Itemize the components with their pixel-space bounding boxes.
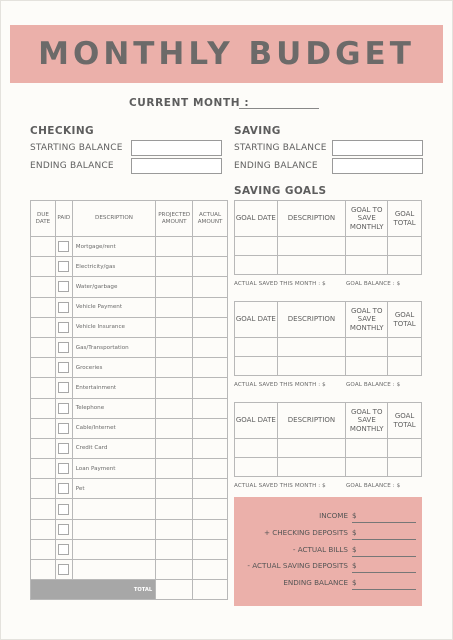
actual-amount-cell[interactable] <box>193 398 228 418</box>
projected-amount-cell[interactable] <box>156 378 193 398</box>
due-date-cell[interactable] <box>31 499 56 519</box>
table-row <box>31 237 228 257</box>
page-title: MONTHLY BUDGET <box>38 36 415 72</box>
due-date-cell[interactable] <box>31 277 56 297</box>
header-description: DESCRIPTION <box>72 201 155 237</box>
projected-amount-cell[interactable] <box>156 257 193 277</box>
table-row <box>31 378 228 398</box>
actual-amount-cell[interactable] <box>193 519 228 539</box>
description-cell <box>72 519 155 539</box>
actual-amount-cell[interactable] <box>193 358 228 378</box>
current-month-label: CURRENT MONTH : <box>129 97 250 109</box>
paid-cell <box>55 257 72 277</box>
projected-amount-cell[interactable] <box>156 519 193 539</box>
goal-row <box>235 237 422 256</box>
saving-goal-table <box>234 402 422 477</box>
table-row <box>31 560 228 580</box>
actual-amount-cell[interactable] <box>193 317 228 337</box>
table-row <box>31 297 228 317</box>
paid-checkbox[interactable] <box>58 241 69 252</box>
description-cell: Entertainment <box>72 378 155 398</box>
summary-label: - ACTUAL SAVING DEPOSITS <box>247 561 348 571</box>
table-row <box>31 459 228 479</box>
actual-saved-label: ACTUAL SAVED THIS MONTH : $ <box>234 483 326 489</box>
goal-cell[interactable] <box>235 357 278 376</box>
goal-cell[interactable] <box>235 458 278 477</box>
description-cell: Cable/Internet <box>72 418 155 438</box>
paid-cell <box>55 539 72 559</box>
summary-box <box>234 497 422 606</box>
actual-amount-cell[interactable] <box>193 418 228 438</box>
header-goal-total: GOAL TOTAL <box>388 201 422 237</box>
projected-amount-cell[interactable] <box>156 459 193 479</box>
goal-cell[interactable] <box>235 237 278 256</box>
header-description: DESCRIPTION <box>277 302 346 338</box>
goal-row <box>235 357 422 376</box>
summary-currency: $ <box>352 561 357 571</box>
goal-balance-label: GOAL BALANCE : $ <box>346 281 401 287</box>
description-cell: Mortgage/rent <box>72 237 155 257</box>
total-label: TOTAL <box>31 580 156 600</box>
due-date-cell[interactable] <box>31 438 56 458</box>
goal-cell[interactable] <box>235 256 278 275</box>
description-cell: Gas/Transportation <box>72 337 155 357</box>
goal-cell[interactable] <box>346 338 388 357</box>
paid-cell <box>55 358 72 378</box>
description-cell: Loan Payment <box>72 459 155 479</box>
paid-cell <box>55 479 72 499</box>
current-month-input[interactable] <box>239 108 319 109</box>
summary-currency: $ <box>352 578 357 588</box>
header-goal-to-save-monthly: GOAL TO SAVE MONTHLY <box>346 403 388 439</box>
checking-starting-label: STARTING BALANCE <box>30 143 123 153</box>
due-date-cell[interactable] <box>31 418 56 438</box>
paid-cell <box>55 317 72 337</box>
goal-balance-label: GOAL BALANCE : $ <box>346 382 401 388</box>
projected-amount-cell[interactable] <box>156 277 193 297</box>
due-date-cell[interactable] <box>31 459 56 479</box>
due-date-cell[interactable] <box>31 257 56 277</box>
paid-cell <box>55 560 72 580</box>
header-actual-amount: ACTUAL AMOUNT <box>193 201 228 237</box>
goal-cell[interactable] <box>277 256 346 275</box>
projected-amount-cell[interactable] <box>156 418 193 438</box>
description-cell: Pet <box>72 479 155 499</box>
paid-checkbox[interactable] <box>58 322 69 333</box>
paid-checkbox[interactable] <box>58 463 69 474</box>
projected-amount-cell[interactable] <box>156 438 193 458</box>
actual-amount-cell[interactable] <box>193 438 228 458</box>
goal-cell[interactable] <box>388 237 422 256</box>
header-paid: PAID <box>55 201 72 237</box>
goal-row <box>235 338 422 357</box>
due-date-cell[interactable] <box>31 237 56 257</box>
goal-cell[interactable] <box>346 237 388 256</box>
summary-row <box>234 578 422 590</box>
projected-amount-cell[interactable] <box>156 317 193 337</box>
goal-cell[interactable] <box>346 458 388 477</box>
summary-row <box>234 545 422 557</box>
header-goal-date: GOAL DATE <box>235 403 278 439</box>
paid-cell <box>55 297 72 317</box>
summary-row <box>234 511 422 523</box>
due-date-cell[interactable] <box>31 378 56 398</box>
header-goal-total: GOAL TOTAL <box>388 302 422 338</box>
description-cell: Telephone <box>72 398 155 418</box>
saving-starting-field[interactable] <box>332 140 423 156</box>
summary-amount-field[interactable] <box>352 572 416 573</box>
paid-cell <box>55 398 72 418</box>
paid-checkbox[interactable] <box>58 403 69 414</box>
projected-amount-cell[interactable] <box>156 499 193 519</box>
total-projected-cell[interactable] <box>156 580 193 600</box>
summary-label: + CHECKING DEPOSITS <box>263 527 348 537</box>
actual-amount-cell[interactable] <box>193 237 228 257</box>
table-row <box>31 358 228 378</box>
description-cell <box>72 560 155 580</box>
actual-amount-cell[interactable] <box>193 277 228 297</box>
description-cell <box>72 499 155 519</box>
projected-amount-cell[interactable] <box>156 479 193 499</box>
due-date-cell[interactable] <box>31 398 56 418</box>
goal-cell[interactable] <box>235 439 278 458</box>
paid-cell <box>55 459 72 479</box>
due-date-cell[interactable] <box>31 337 56 357</box>
title-banner <box>10 25 443 83</box>
total-actual-cell[interactable] <box>193 580 228 600</box>
header-goal-to-save-monthly: GOAL TO SAVE MONTHLY <box>346 201 388 237</box>
goal-cell[interactable] <box>277 338 346 357</box>
table-row <box>31 519 228 539</box>
projected-amount-cell[interactable] <box>156 297 193 317</box>
saving-goal-table <box>234 301 422 376</box>
table-row <box>31 277 228 297</box>
goal-row <box>235 256 422 275</box>
header-due-date: DUE DATE <box>31 201 56 237</box>
actual-amount-cell[interactable] <box>193 378 228 398</box>
due-date-cell[interactable] <box>31 539 56 559</box>
goal-cell[interactable] <box>346 256 388 275</box>
paid-cell <box>55 237 72 257</box>
due-date-cell[interactable] <box>31 317 56 337</box>
summary-label: - ACTUAL BILLS <box>292 544 348 554</box>
saving-ending-field[interactable] <box>332 158 423 174</box>
goal-cell[interactable] <box>277 458 346 477</box>
paid-checkbox[interactable] <box>58 382 69 393</box>
paid-checkbox[interactable] <box>58 362 69 373</box>
projected-amount-cell[interactable] <box>156 398 193 418</box>
actual-saved-label: ACTUAL SAVED THIS MONTH : $ <box>234 382 326 388</box>
goal-cell[interactable] <box>388 256 422 275</box>
description-cell: Credit Card <box>72 438 155 458</box>
table-row <box>31 539 228 559</box>
paid-checkbox[interactable] <box>58 564 69 575</box>
paid-cell <box>55 277 72 297</box>
table-row <box>31 398 228 418</box>
summary-currency: $ <box>352 544 357 554</box>
table-row <box>31 317 228 337</box>
summary-row <box>234 561 422 573</box>
saving-heading: SAVING <box>234 125 281 137</box>
summary-label: ENDING BALANCE <box>283 578 348 588</box>
projected-amount-cell[interactable] <box>156 358 193 378</box>
summary-amount-field[interactable] <box>352 589 416 590</box>
actual-amount-cell[interactable] <box>193 499 228 519</box>
paid-cell <box>55 519 72 539</box>
table-row <box>31 418 228 438</box>
summary-amount-field[interactable] <box>352 539 416 540</box>
goal-row <box>235 439 422 458</box>
goal-cell[interactable] <box>346 439 388 458</box>
table-row <box>31 337 228 357</box>
paid-checkbox[interactable] <box>58 504 69 515</box>
actual-amount-cell[interactable] <box>193 257 228 277</box>
header-goal-date: GOAL DATE <box>235 201 278 237</box>
description-cell: Electricity/gas <box>72 257 155 277</box>
header-description: DESCRIPTION <box>277 403 346 439</box>
actual-amount-cell[interactable] <box>193 560 228 580</box>
description-cell <box>72 539 155 559</box>
goal-cell[interactable] <box>388 338 422 357</box>
description-cell: Vehicle Payment <box>72 297 155 317</box>
due-date-cell[interactable] <box>31 479 56 499</box>
actual-amount-cell[interactable] <box>193 459 228 479</box>
saving-goal-table <box>234 200 422 275</box>
saving-goals-heading: SAVING GOALS <box>234 185 327 197</box>
projected-amount-cell[interactable] <box>156 560 193 580</box>
summary-amount-field[interactable] <box>352 556 416 557</box>
goal-cell[interactable] <box>388 357 422 376</box>
table-row <box>31 479 228 499</box>
paid-cell <box>55 378 72 398</box>
due-date-cell[interactable] <box>31 358 56 378</box>
paid-cell <box>55 438 72 458</box>
due-date-cell[interactable] <box>31 297 56 317</box>
projected-amount-cell[interactable] <box>156 237 193 257</box>
summary-label: INCOME <box>319 511 348 520</box>
header-goal-date: GOAL DATE <box>235 302 278 338</box>
summary-currency: $ <box>352 511 357 520</box>
goal-cell[interactable] <box>346 357 388 376</box>
goal-cell[interactable] <box>235 338 278 357</box>
table-row <box>31 438 228 458</box>
due-date-cell[interactable] <box>31 560 56 580</box>
actual-amount-cell[interactable] <box>193 337 228 357</box>
paid-checkbox[interactable] <box>58 483 69 494</box>
projected-amount-cell[interactable] <box>156 539 193 559</box>
header-projected-amount: PROJECTED AMOUNT <box>156 201 193 237</box>
header-goal-to-save-monthly: GOAL TO SAVE MONTHLY <box>346 302 388 338</box>
header-description: DESCRIPTION <box>277 201 346 237</box>
paid-checkbox[interactable] <box>58 544 69 555</box>
actual-amount-cell[interactable] <box>193 479 228 499</box>
table-row <box>31 499 228 519</box>
actual-amount-cell[interactable] <box>193 539 228 559</box>
paid-checkbox[interactable] <box>58 302 69 313</box>
table-row <box>31 257 228 277</box>
goal-cell[interactable] <box>388 458 422 477</box>
summary-currency: $ <box>352 527 357 537</box>
goal-cell[interactable] <box>388 439 422 458</box>
goal-row <box>235 458 422 477</box>
paid-checkbox[interactable] <box>58 261 69 272</box>
description-cell: Water/garbage <box>72 277 155 297</box>
summary-amount-field[interactable] <box>352 522 416 523</box>
checking-starting-field[interactable] <box>131 140 222 156</box>
paid-checkbox[interactable] <box>58 524 69 535</box>
paid-cell <box>55 499 72 519</box>
paid-checkbox[interactable] <box>58 423 69 434</box>
description-cell: Groceries <box>72 358 155 378</box>
summary-row <box>234 528 422 540</box>
due-date-cell[interactable] <box>31 519 56 539</box>
saving-starting-label: STARTING BALANCE <box>234 143 327 153</box>
projected-amount-cell[interactable] <box>156 337 193 357</box>
paid-checkbox[interactable] <box>58 342 69 353</box>
goal-balance-label: GOAL BALANCE : $ <box>346 483 401 489</box>
actual-amount-cell[interactable] <box>193 297 228 317</box>
goal-cell[interactable] <box>277 357 346 376</box>
saving-ending-label: ENDING BALANCE <box>234 161 318 171</box>
goal-cell[interactable] <box>277 439 346 458</box>
description-cell: Vehicle Insurance <box>72 317 155 337</box>
paid-checkbox[interactable] <box>58 443 69 454</box>
header-goal-total: GOAL TOTAL <box>388 403 422 439</box>
paid-checkbox[interactable] <box>58 281 69 292</box>
checking-ending-label: ENDING BALANCE <box>30 161 114 171</box>
checking-ending-field[interactable] <box>131 158 222 174</box>
expense-table <box>30 200 228 600</box>
goal-cell[interactable] <box>277 237 346 256</box>
paid-cell <box>55 418 72 438</box>
checking-heading: CHECKING <box>30 125 95 137</box>
actual-saved-label: ACTUAL SAVED THIS MONTH : $ <box>234 281 326 287</box>
paid-cell <box>55 337 72 357</box>
